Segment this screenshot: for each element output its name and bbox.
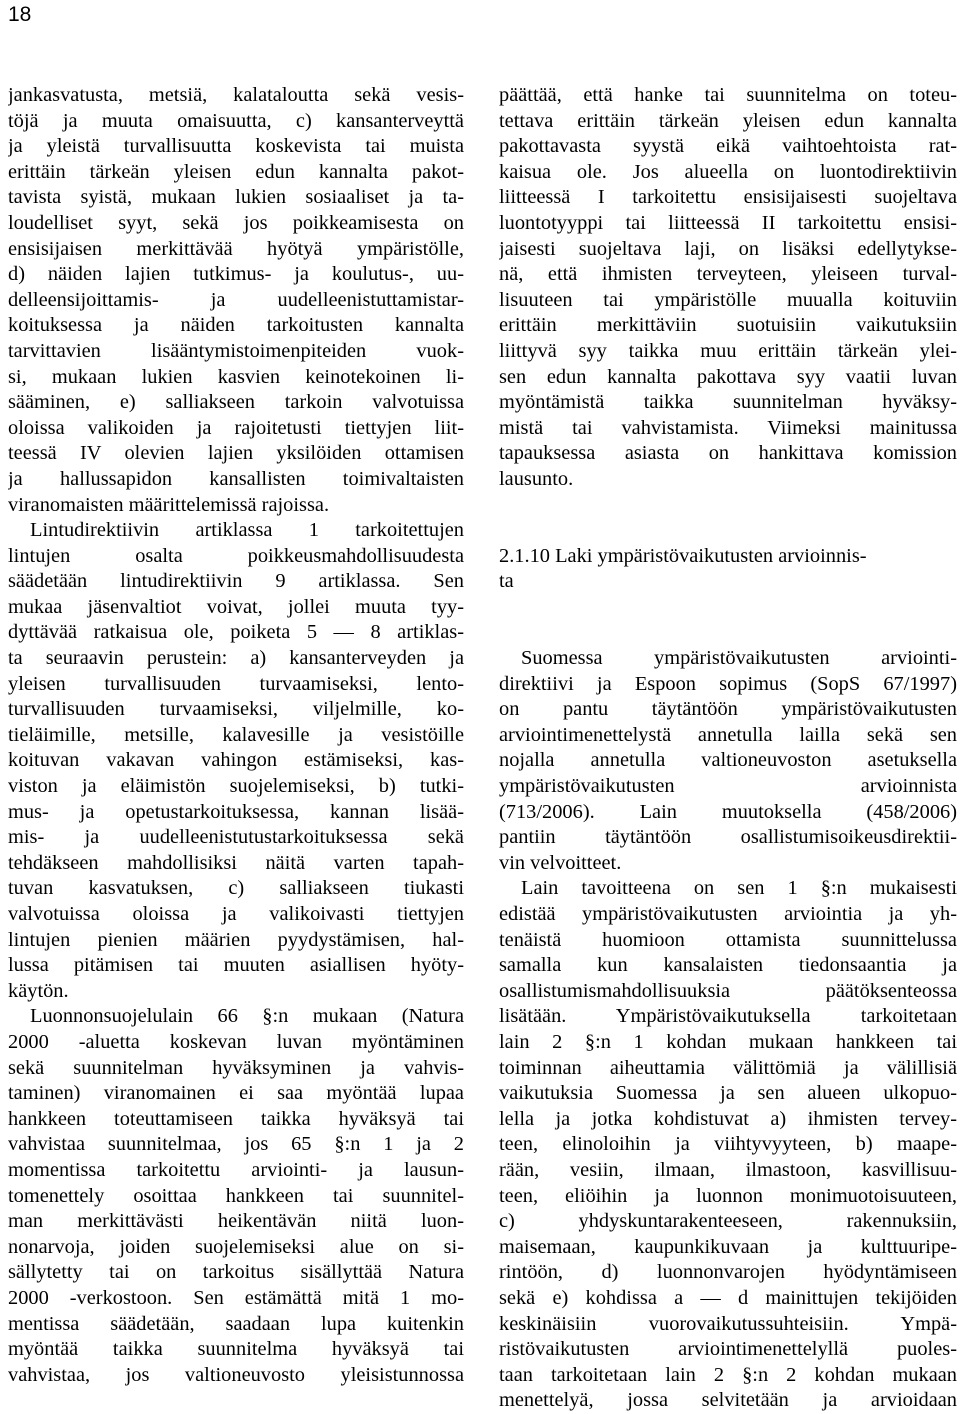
- text-line: tieläimille, metsille, kalavesille ja vesistöille: [8, 723, 464, 746]
- text-line: liitteessä I tarkoitettu ensisijaisesti suojeltava: [499, 186, 957, 209]
- text-line: tettava erittäin tärkeän yleisen edun kannalta: [499, 109, 957, 132]
- text-line: kaisua ole. Jos alueella on luontodirektiivin: [499, 160, 957, 183]
- text-line: luontotyyppi tai liitteessä II tarkoitettu ensisi-: [499, 211, 957, 234]
- text-line: d) näiden lajien tutkimus- ja koulutus-, uu-: [8, 263, 464, 286]
- text-line: on pantu täytäntöön ympäristövaikutusten: [499, 698, 957, 721]
- text-line: tehdäkseen mahdollisiksi näitä varten tapah-: [8, 851, 464, 874]
- text-line: direktiivi ja Espoon sopimus (SopS 67/1997): [499, 672, 957, 695]
- text-line: (713/2006). Lain muutoksella (458/2006): [499, 800, 957, 823]
- section-heading-line: ta: [499, 570, 514, 593]
- text-line: oloissa valikoiden ja rajoitetusti tiettyjen liit-: [8, 416, 464, 439]
- text-line: osallistumismahdollisuuksia päätöksenteossa: [499, 979, 957, 1002]
- text-line: delleensijoittamis- ja uudelleenistuttamistar-: [8, 288, 464, 311]
- spacer: [499, 620, 957, 646]
- text-line: ja yleistä turvallisuutta koskevista tai muista: [8, 135, 464, 158]
- text-line: jaisesti suojeltava laji, on lisäksi edellytykse-: [499, 237, 957, 260]
- text-line: tuvan kasvatuksen, c) salliakseen tiukasti: [8, 877, 464, 900]
- text-line: vaikutuksia Suomessa ja sen alueen ulkopuo-: [499, 1082, 957, 1105]
- text-line: si, mukaan lukien kasvien keinotekoinen li-: [8, 365, 464, 388]
- text-line: teen, eliöihin ja luonnon monimuotoisuuteen,: [499, 1184, 957, 1207]
- text-line: myöntää taikka suunnitelma hyväksyä tai: [8, 1338, 464, 1361]
- text-line: tenäistä huomioon ottamista suunnittelussa: [499, 928, 957, 951]
- left-column: [8, 83, 464, 1388]
- text-line: vahvistaa, jos valtioneuvosto yleisistunnossa: [8, 1363, 464, 1386]
- text-line: vin velvoitteet.: [499, 851, 622, 874]
- text-line: 2000 -verkostoon. Sen estämättä mitä 1 mo-: [8, 1286, 464, 1309]
- text-line: yleisen turvallisuuden turvaamiseksi, lento-: [8, 672, 464, 695]
- text-line: mukaa jäsenvaltiot voivat, jollei muuta tyy-: [8, 595, 464, 618]
- text-line: toiminnan aiheuttamia välittömiä ja välillisiä: [499, 1056, 957, 1079]
- text-line: mis- ja uudelleenistutustarkoituksessa sekä: [8, 826, 464, 849]
- text-line: myöntämistä taikka suunnitelman hyväksy-: [499, 391, 957, 414]
- text-line: tavista syistä, mukaan lukien sosiaaliset ja ta-: [8, 186, 464, 209]
- text-line: valvotuissa oloissa ja valikoivasti tiettyjen: [8, 903, 464, 925]
- right-column-body: [499, 646, 957, 1414]
- spacer: [499, 493, 957, 519]
- spacer: [499, 595, 957, 621]
- text-line: sen edun kannalta pakottava syy vaatii luvan: [499, 365, 957, 388]
- text-line: arviointimenettelystä annetulla lailla sekä sen: [499, 723, 957, 746]
- text-line: taminen) viranomainen ei saa myöntää lupaa: [8, 1082, 464, 1105]
- text-line: ja hallussapidon kansallisten toimivaltaisten: [8, 467, 464, 490]
- text-line: lausunto.: [499, 467, 574, 490]
- text-line: teessä IV olevien lajien yksilöiden ottamisen: [8, 442, 464, 465]
- text-line: lisätään. Ympäristövaikutuksella tarkoitetaan: [499, 1005, 957, 1028]
- right-column-paragraph: [499, 83, 957, 493]
- text-line: päättää, että hanke tai suunnitelma on toteu-: [499, 84, 957, 106]
- text-line: liittyvä syy taikka muu erittäin tärkeän ylei-: [499, 339, 957, 362]
- text-line: mentissa säädetään, saadaan lupa kuitenkin: [8, 1312, 464, 1335]
- text-line: ympäristövaikutusten arvioinnista: [499, 775, 957, 798]
- text-line: tapauksessa asiasta on hankittava komission: [499, 442, 957, 465]
- text-line: pantiin täytäntöön osallistumisoikeusdirektii-: [499, 826, 957, 849]
- text-line: pakottavasta syystä eikä vaihtoehtoista rat-: [499, 135, 957, 158]
- text-line: 2000 -aluetta koskevan luvan myöntäminen: [8, 1030, 464, 1053]
- text-line: rintöön, d) luonnonvarojen hyödyntämiseen: [499, 1261, 957, 1284]
- text-line: Lain tavoitteena on sen 1 §:n mukaisesti: [521, 877, 957, 900]
- text-line: ristövaikutusten arviointimenettelyllä puoles-: [499, 1338, 957, 1361]
- text-line: käytön.: [8, 979, 69, 1002]
- text-line: Luonnonsuojelulain 66 §:n mukaan (Natura: [30, 1005, 464, 1028]
- text-line: töjä ja muuta omaisuutta, c) kansanterveyttä: [8, 109, 464, 132]
- text-line: c) yhdyskuntarakenteeseen, rakennuksiin,: [499, 1210, 957, 1233]
- text-line: sääminen, e) salliakseen tarkoin valvotuissa: [8, 391, 464, 414]
- text-line: tomenettely osoittaa hankkeen tai suunnitel-: [8, 1184, 464, 1207]
- text-line: rään, vesiin, ilmaan, ilmastoon, kasvillisuu-: [499, 1158, 957, 1181]
- section-heading: [499, 544, 957, 595]
- text-line: menettelyä, jossa selvitetään ja arvioidaan: [499, 1389, 957, 1412]
- text-line: erittäin merkittäviin suotuisiin vaikutuksiin: [499, 314, 957, 337]
- text-line: nojalla annetulla valtioneuvoston asetuksella: [499, 749, 957, 772]
- text-line: vahvistaa suunnitelmaa, jos 65 §:n 1 ja 2: [8, 1133, 464, 1156]
- text-line: erittäin tärkeän yleisen edun kannalta pakot-: [8, 160, 464, 183]
- text-line: teen, elinoloihin ja viihtyvyyteen, b) maape-: [499, 1133, 957, 1156]
- text-line: tarvittavien lisääntymistoimenpiteiden vuok-: [8, 339, 464, 362]
- text-line: turvallisuuden turvaamiseksi, viljelmille, ko-: [8, 698, 464, 721]
- text-line: lussa pitämisen tai muuten asiallisen hyöty-: [8, 954, 464, 977]
- text-line: mus- ja opetustarkoituksessa, kannan lisää-: [8, 800, 464, 823]
- text-line: sällytetty tai on tarkoitus sisällyttää Natura: [8, 1261, 464, 1284]
- text-line: viranomaisten määrittelemissä rajoissa.: [8, 493, 330, 516]
- text-line: keskinäisiin vuorovaikutussuhteisiin. Ympä-: [499, 1312, 957, 1335]
- page-number: 18: [8, 3, 32, 26]
- text-line: sekä e) kohdissa a — d mainittujen tekijöiden: [499, 1286, 957, 1309]
- text-line: sekä suunnitelman hyväksyminen ja vahvis-: [8, 1056, 464, 1079]
- text-line: koituvan vakavan vahingon estämiseksi, kas-: [8, 749, 464, 772]
- text-line: viston ja eläimistön suojelemiseksi, b) tutki-: [8, 775, 464, 798]
- text-line: ta seuraavin perustein: a) kansanterveyden ja: [8, 647, 464, 670]
- text-line: säädetään lintudirektiivin 9 artiklassa. Sen: [8, 570, 464, 593]
- text-line: edistää ympäristövaikutusten arviointia ja yh-: [499, 903, 957, 925]
- text-line: Suomessa ympäristövaikutusten arviointi-: [521, 647, 957, 670]
- text-line: mistä tai vahvistamista. Viimeksi mainitussa: [499, 416, 957, 439]
- text-line: lintujen pienien määrien pyydystämisen, hal-: [8, 928, 464, 951]
- text-line: nonarvoja, joiden suojelemiseksi alue on si-: [8, 1235, 464, 1258]
- text-line: lain 2 §:n 1 kohdan mukaan hankkeen tai: [499, 1030, 957, 1053]
- text-line: maisemaan, kaupunkikuvaan ja kulttuuripe-: [499, 1235, 957, 1258]
- section-heading-line: 2.1.10 Laki ympäristövaikutusten arvioinnis-: [499, 544, 867, 567]
- text-line: Lintudirektiivin artiklassa 1 tarkoitettujen: [30, 519, 464, 542]
- text-line: loudelliset syyt, sekä jos poikkeamisesta on: [8, 211, 464, 234]
- spacer: [499, 518, 957, 544]
- text-line: taan tarkoitetaan lain 2 §:n 2 kohdan mukaan: [499, 1363, 957, 1386]
- text-line: momentissa tarkoitettu arviointi- ja lausun-: [8, 1158, 464, 1181]
- text-line: jankasvatusta, metsiä, kalataloutta sekä vesis-: [8, 84, 464, 106]
- text-line: lintujen osalta poikkeusmahdollisuudesta: [8, 544, 464, 567]
- text-line: lella ja jotka kohdistuvat a) ihmisten tervey-: [499, 1107, 957, 1130]
- text-line: ensisijaisen merkittävää hyötyä ympäristölle,: [8, 237, 464, 260]
- text-line: hankkeen toteuttamiseen taikka hyväksyä tai: [8, 1107, 464, 1130]
- text-line: man merkittävästi heikentävän niitä luon-: [8, 1210, 464, 1233]
- text-line: nä, että ihmisten terveyteen, yleiseen turval-: [499, 263, 957, 286]
- text-line: dyttävää ratkaisua ole, poiketa 5 — 8 artiklas-: [8, 621, 464, 644]
- text-line: koituksessa ja näiden tarkoitusten kannalta: [8, 314, 464, 337]
- text-line: samalla kun kansalaisten tiedonsaantia ja: [499, 954, 957, 977]
- right-column: [499, 83, 957, 1414]
- text-line: lisuuteen tai ympäristölle muualla koituviin: [499, 288, 957, 311]
